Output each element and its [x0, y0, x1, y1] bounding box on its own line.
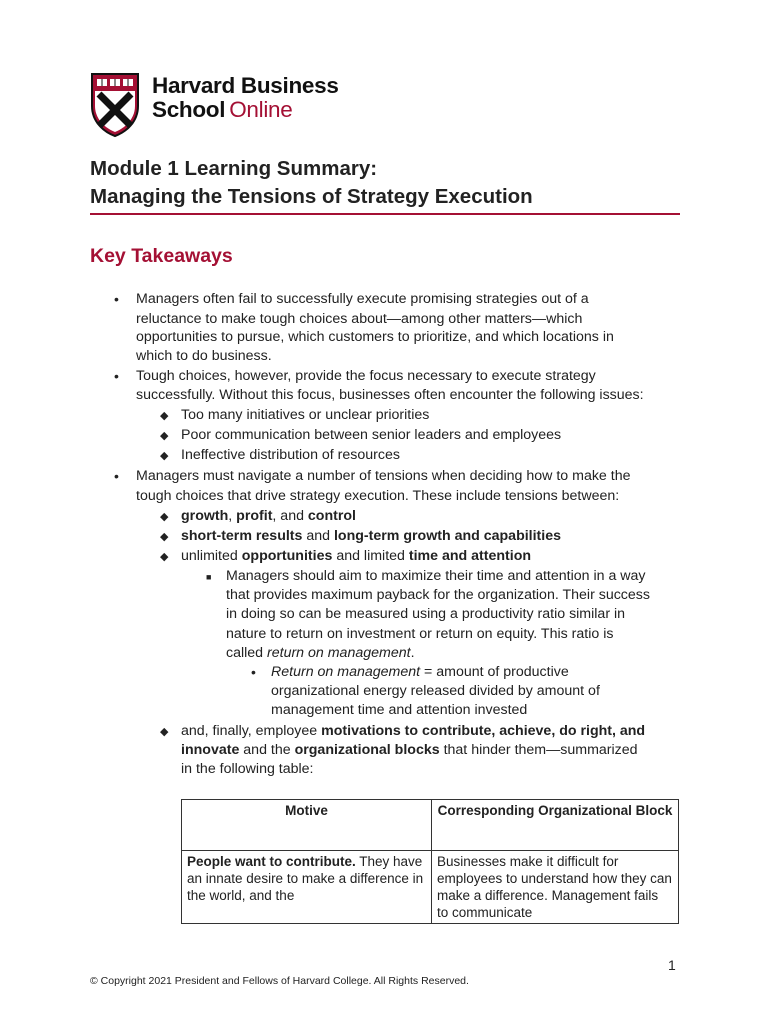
bullet-marker: •: [114, 291, 119, 307]
logo-online: Online: [229, 97, 293, 122]
bullet-2-line-1: Tough choices, however, provide the focus necessary to execute strategy: [136, 368, 596, 384]
table-row: [182, 851, 679, 924]
tension-motivations-line: in the following table:: [181, 761, 314, 777]
table-header-motive: Motive: [182, 800, 432, 851]
page-number: 1: [668, 957, 676, 973]
tension-motivations-line: [181, 740, 638, 760]
bullet-marker: •: [114, 368, 119, 384]
motive-text: They have an innate desire to make a difference in the world, and the: [187, 854, 424, 903]
block-cell: Businesses make it difficult for employees to understand how they can make a difference. Management fails to communicate: [432, 851, 679, 924]
harvard-shield-icon: [90, 72, 140, 138]
tension-sep: and: [302, 528, 334, 544]
managers-aim-line: nature to return on investment or return on equity. This ratio is: [226, 626, 614, 642]
title-line-2: Managing the Tensions of Strategy Execution: [90, 185, 533, 208]
diamond-bullet-icon: ◆: [160, 551, 169, 563]
text-span: that hinder them—summarized: [439, 742, 638, 758]
tension-term: motivations to contribute, achieve, do right, and: [321, 723, 646, 739]
table-header-row: [182, 800, 679, 851]
logo-line-2: [152, 98, 339, 122]
table-header-block: Corresponding Organizational Block: [432, 800, 679, 851]
logo-wordmark: [152, 74, 339, 122]
tension-term: time and attention: [408, 548, 532, 564]
motive-cell: [182, 851, 432, 924]
title-divider: [90, 213, 680, 215]
issue-item: Poor communication between senior leaders and employees: [181, 427, 562, 443]
tension-term: control: [307, 508, 356, 524]
tension-sep: unlimited: [181, 548, 242, 564]
issue-item: Too many initiatives or unclear priorities: [181, 407, 430, 423]
managers-aim-line: Managers should aim to maximize their time and attention in a way: [226, 568, 646, 584]
tension-term: long-term growth and capabilities: [333, 528, 562, 544]
bullet-marker: •: [251, 664, 256, 680]
tension-term: growth: [181, 508, 229, 524]
tension-term: innovate: [181, 742, 240, 758]
rom-definition-line: organizational energy released divided by amount of: [271, 683, 600, 699]
tension-growth-profit-control: [181, 506, 356, 526]
issue-item: Ineffective distribution of resources: [181, 447, 400, 463]
tension-term: opportunities: [241, 548, 333, 564]
managers-aim-line: [226, 643, 415, 663]
tension-sep: and limited: [332, 548, 409, 564]
bullet-2-line-2: successfully. Without this focus, businesses often encounter the following issues:: [136, 387, 644, 403]
motives-table: [181, 799, 679, 924]
copyright-notice: © Copyright 2021 President and Fellows of Harvard College. All Rights Reserved.: [90, 975, 469, 987]
diamond-bullet-icon: ◆: [160, 531, 169, 543]
diamond-bullet-icon: ◆: [160, 410, 169, 422]
rom-definition-line: management time and attention invested: [271, 702, 528, 718]
bullet-marker: •: [114, 468, 119, 484]
title-line-1: Module 1 Learning Summary:: [90, 157, 378, 180]
bullet-1-line-4: which to do business.: [136, 348, 272, 364]
square-bullet-icon: ■: [206, 572, 212, 582]
bullet-1-line-3: opportunities to pursue, which customers to prioritize, and which locations in: [136, 329, 614, 345]
managers-aim-line: that provides maximum payback for the organization. Their success: [226, 587, 650, 603]
hbs-online-logo: [90, 72, 350, 138]
tension-motivations-line: [181, 721, 645, 741]
tension-sep: , and: [272, 508, 308, 524]
text-span: and, finally, employee: [181, 723, 322, 739]
tension-term: short-term results: [181, 528, 303, 544]
text-span: .: [410, 645, 415, 661]
bullet-1-line-2: reluctance to make tough choices about—among other matters—which: [136, 311, 583, 327]
diamond-bullet-icon: ◆: [160, 726, 169, 738]
bullet-1-line-1: Managers often fail to successfully execute promising strategies out of a: [136, 291, 589, 307]
document-title: [90, 155, 690, 211]
diamond-bullet-icon: ◆: [160, 430, 169, 442]
motive-title: People want to contribute.: [187, 854, 356, 869]
diamond-bullet-icon: ◆: [160, 511, 169, 523]
emphasis-term: Return on management: [271, 664, 421, 680]
tension-term: organizational blocks: [294, 742, 440, 758]
text-span: called: [226, 645, 268, 661]
rom-definition-line: [271, 662, 569, 682]
bullet-3-line-1: Managers must navigate a number of tensions when deciding how to make the: [136, 468, 631, 484]
text-span: and the: [239, 742, 295, 758]
emphasis-term: return on management: [267, 645, 411, 661]
logo-line-1: Harvard Business: [152, 73, 339, 98]
diamond-bullet-icon: ◆: [160, 450, 169, 462]
text-span: = amount of productive: [420, 664, 569, 680]
bullet-3-line-2: tough choices that drive strategy execution. These include tensions between:: [136, 488, 620, 504]
tension-sep: ,: [228, 508, 237, 524]
logo-school: School: [152, 97, 226, 122]
managers-aim-line: in doing so can be measured using a productivity ratio similar in: [226, 606, 626, 622]
section-heading: Key Takeaways: [90, 245, 233, 267]
tension-opportunities-time: [181, 546, 531, 566]
tension-short-long-term: [181, 526, 561, 546]
tension-term: profit: [236, 508, 273, 524]
